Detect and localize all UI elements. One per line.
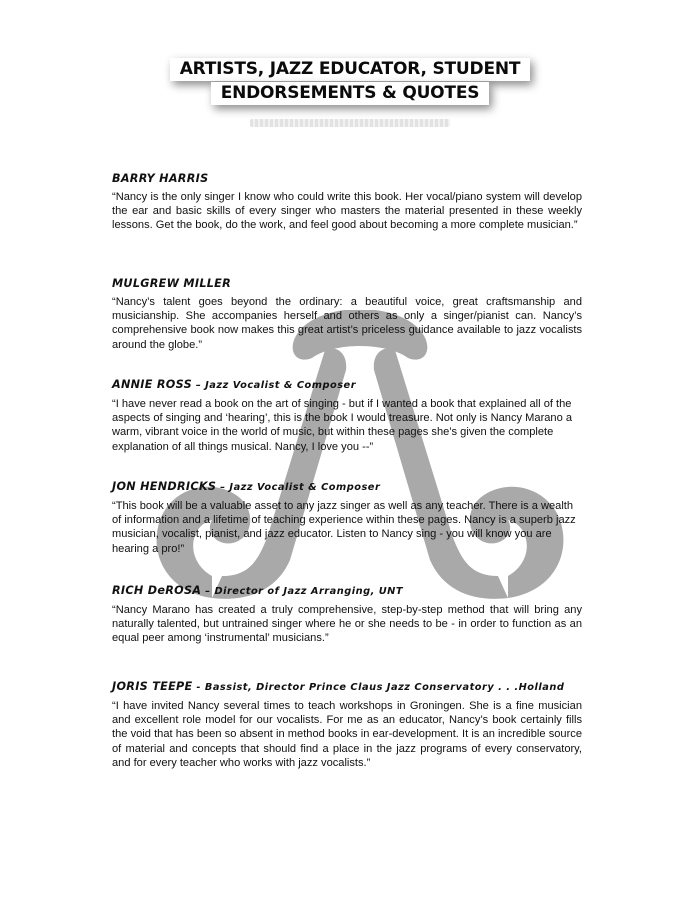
title-reflection [250,119,450,127]
endorsement-role: – Director of Jazz Arranging, UNT [201,586,404,597]
endorsement-name: RICH DeROSA – Director of Jazz Arranging, UNT [112,584,404,597]
endorsement-role: – Jazz Vocalist & Composer [216,482,381,493]
endorsement-rich-derosa [112,584,582,646]
page-title [0,52,700,127]
endorsement-quote: “This book will be a valuable asset to any jazz singer as well as any teacher. There is a wealth of information and a lifetime of teaching experience within these pages. Nancy is a superb jazz musician, vocalist, pianist, and jazz educator. Listen to Nancy sing - you will know you are hearing a pro!” [112,500,576,555]
endorsement-quote: “Nancy’s talent goes beyond the ordinary: a beautiful voice, great craftsmanship and musicianship. She accompanies herself and others as only a singer/pianist can. Nancy’s comprehensive book now makes this great artist’s priceless guidance available to jazz vocalists around the globe.” [112,296,582,351]
endorsement-role: - Bassist, Director Prince Claus Jazz Conservatory . . .Holland [192,682,565,693]
title-line-2: ENDORSEMENTS & QUOTES [211,82,490,105]
endorsement-barry-harris [112,172,582,233]
endorsement-name: MULGREW MILLER [112,277,232,290]
endorsement-joris-teepe [112,680,582,770]
endorsement-quote: “I have never read a book on the art of singing - but if I wanted a book that explained all of the aspects of singing and ‘hearing’, this is the book I would treasure. Not only is Nancy Marano a warm, vibrant voice in the world of music, but within these pages she’s given the complete explanation of all things musical. Nancy, I love you --” [112,398,573,453]
endorsement-name: ANNIE ROSS – Jazz Vocalist & Composer [112,378,357,391]
title-line-1: ARTISTS, JAZZ EDUCATOR, STUDENT [170,58,531,81]
endorsement-jon-hendricks [112,480,582,556]
calligraphic-monogram-icon [150,310,570,610]
endorsement-name: JORIS TEEPE - Bassist, Director Prince Claus Jazz Conservatory . . .Holland [112,680,565,693]
endorsement-quote: “I have invited Nancy several times to teach workshops in Groningen. She is a fine musician and excellent role model for our vocalists. For me as an educator, Nancy’s book certainly fills the void that has been so absent in method books in ear-development. It is an incredible source of material and concepts that should find a place in the jazz programs of every conservatory, and for every teacher who works with jazz vocalists.” [112,700,582,769]
endorsement-name: BARRY HARRIS [112,172,209,185]
endorsement-quote: “Nancy is the only singer I know who could write this book. Her vocal/piano system will develop the ear and basic skills of every singer who masters the material presented in these weekly lessons. Get the book, do the work, and feel good about becoming a more complete musician.” [112,191,582,232]
endorsement-name: JON HENDRICKS – Jazz Vocalist & Composer [112,480,381,493]
endorsement-role: – Jazz Vocalist & Composer [191,380,357,391]
endorsement-annie-ross [112,378,582,454]
endorsement-quote: “Nancy Marano has created a truly comprehensive, step-by-step method that will bring any naturally talented, but untrained singer where he or she needs to be - in order to function as an equal peer among ‘instrumental’ musicians.” [112,604,582,645]
endorsement-mulgrew-miller [112,277,582,352]
